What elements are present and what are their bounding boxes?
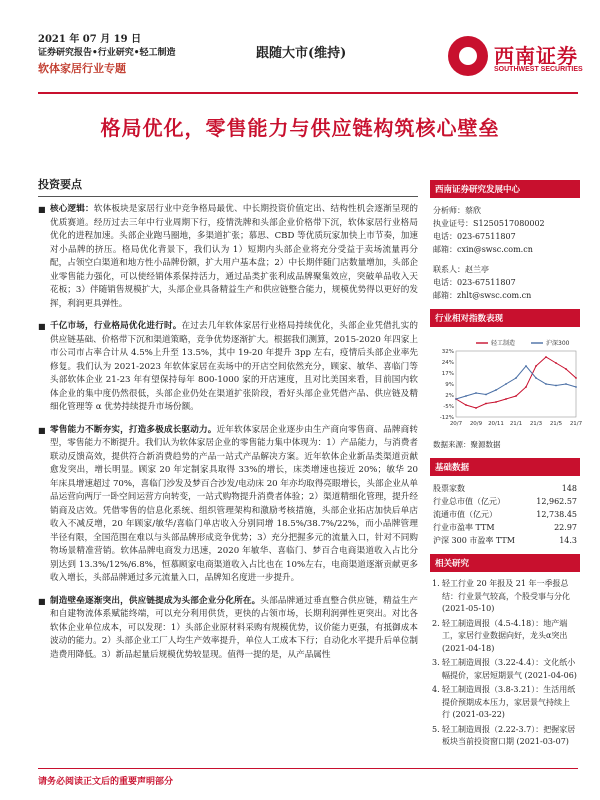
related-item[interactable]: 3. 轻工制造周报（3.22-4.4）：文化纸小幅提价，家居短期景气 (2021-04-06) <box>432 658 577 680</box>
data-point <box>535 365 537 367</box>
section-rule <box>38 196 418 197</box>
x-tick-label: 21/3 <box>529 421 543 427</box>
research-center-title: 西南证券研究发展中心 <box>430 180 580 198</box>
disclaimer-footer: 请务必阅读正文后的重要声明部分 <box>38 777 174 787</box>
legend-label: 轻工制造 <box>491 340 516 347</box>
bullet-icon: ■ <box>38 425 46 435</box>
basics-section-title: 基础数据 <box>430 458 580 476</box>
basics-value: 12,738.45 <box>536 510 577 519</box>
data-point <box>455 398 457 400</box>
logo-text-cn: 西南证券 <box>494 44 578 68</box>
basics-label: 沪深 300 市盈率 TTM <box>433 536 515 545</box>
report-date: 2021 年 07 月 19 日 <box>38 34 142 45</box>
basics-table <box>430 482 580 547</box>
contact-phone: 电话：023-67511807 <box>433 278 516 287</box>
analyst-email: 邮箱：cxin@swsc.com.cn <box>433 245 533 254</box>
data-point <box>565 383 567 385</box>
related-list <box>430 578 580 749</box>
basics-label: 股票家数 <box>433 484 465 493</box>
data-point <box>565 368 567 370</box>
para-lead: 千亿市场，行业格局优化进行时。 <box>50 321 182 331</box>
data-point <box>525 365 527 367</box>
basics-row <box>430 482 580 495</box>
para-text: 近年软体家居企业逐步由生产商向零售商、品牌商转型，零售能力不断提升。我们认为软体家居企业的零售能力集中体现为：1）产品能力，与消费者联动反馈高效，提供符合新消费趋势的产品一站式产品解决方案。近年软体企业新品类渠道贡献愈发突出，增长明显。顾家 20 年定制家具取得 33%的增长，床类增速也接近 20%；敏华 20 年床具增速超过 70%，喜临门沙发及梦百合沙发/电动床 20 年亦均取得亮眼增长，头部企业从单品运营向两厅一卧空间运营方向转变，一站式购物提升消费者体验；2）渠道精细化管理，提升经销商及店效。凭借零售的信息化系统、组织管理架构和激励考核措施，头部企业拓店加快后单店收入不减反增，20 年顾家/敏华/喜临门单店收入分别同增 18.5%/38.7%/22%，而小品牌管理半径有限，全国范围在难以与头部品牌形成竞争优势；3）充分把握多元的流量入口，针对不同购物场景精准营销。软体品牌电商发力迅速，2020 年敏华、喜临门、梦百合电商渠道收入占比分别达到 13.3%/12%/6.8%，恒慕顾家电商渠道收入占比也在 10%左右，电商渠道逐渐贡献更多收入增长，头部品牌通过多元流量入口，品牌知名度进一步提升。 <box>50 424 418 583</box>
para-lead: 核心逻辑： <box>50 204 94 214</box>
data-point <box>555 385 557 387</box>
para-lead: 制造壁垒逐渐突出，供应链提成为头部企业分化所在。 <box>50 595 261 606</box>
data-point <box>515 395 517 397</box>
x-tick-label: 21/1 <box>509 421 523 427</box>
para-lead: 零售能力不断夯实，打造多极成长驱动力。 <box>50 424 217 435</box>
relative-index-chart <box>430 335 583 431</box>
related-section-title: 相关研究 <box>430 554 580 572</box>
data-point <box>505 383 507 385</box>
data-point <box>575 386 577 388</box>
report-header <box>38 28 583 90</box>
bullet-icon: ■ <box>38 596 46 606</box>
y-tick-label: -12% <box>439 415 454 421</box>
section-heading: 投资要点 <box>38 178 82 191</box>
related-item-text[interactable]: 轻工行业 20 年报及 21 年一季报总结：行业景气较高，个股受事与分化 (2021-05-10) <box>442 579 570 613</box>
related-item[interactable]: 5. 轻工制造周报（2.22-3.7）：把握家居板块当前投资窗口期 (2021-03-07) <box>432 724 576 746</box>
basics-label: 流通市值（亿元） <box>433 510 497 519</box>
data-point <box>475 407 477 409</box>
y-tick-label: 2% <box>445 393 454 399</box>
data-point <box>525 386 527 388</box>
basics-value: 12,962.57 <box>536 497 577 506</box>
series-line <box>456 357 576 408</box>
key-point-paragraph <box>38 595 418 663</box>
data-point <box>535 377 537 379</box>
chart-source: 数据来源：聚源数据 <box>433 440 501 449</box>
legend-label: 沪深300 <box>546 340 570 347</box>
related-item[interactable]: 4. 轻工制造周报（3.8-3.21）：生活用纸提价预期成本压力，家居景气持续上行 (2021-03-22) <box>432 685 576 719</box>
sidebar <box>430 180 583 751</box>
data-point <box>555 362 557 364</box>
related-item[interactable]: 2. 轻工制造周报（4.5-4.18）：地产端工，家居行业数据向好，龙头α突出 (2021-04-18) <box>432 618 568 653</box>
related-item-text[interactable]: 轻工制造周报（4.5-4.18）：地产端工，家居行业数据向好，龙头α突出 (2021-04-18) <box>442 618 568 653</box>
header-divider <box>38 92 578 94</box>
y-tick-label: 32% <box>441 349 454 355</box>
basics-label: 行业市盈率 TTM <box>433 523 495 532</box>
broker-logo <box>448 36 598 82</box>
key-point-paragraph <box>38 203 418 311</box>
logo-text-en: SOUTHWEST SECURITIES <box>494 66 583 73</box>
x-tick-label: 21/7 <box>569 421 583 427</box>
key-point-paragraph <box>38 320 418 415</box>
report-category: 证券研究报告•行业研究•轻工制造 <box>38 48 176 58</box>
data-point <box>515 377 517 379</box>
para-text: 在过去几年软体家居行业格局持续优化，头部企业凭借扎实的供应链基础、价格带下沉和渠道策略，竞争优势逐渐扩大。根据我们测算，2015-2020 年四家上市公司市占率合计从 4.5%上升至 13.5%，其中 19-20 年提升 3pp 左右，疫情后头部企业率先修复。我们认为 2021-2023 年软体家居在卖场中的开店空间依然充分，顾家、敏华、喜临门等头部软体企业 21-23 年有望保持每年 800-1000 家的开店速度，且对比美国来看，目前国内软体企业的集中度仍然很低，头部企业仍处在渠道扩张阶段，看好头部企业凭借产品、供应链及精细化管理等 α 优势持续提升市场份额。 <box>50 321 418 412</box>
data-point <box>465 404 467 406</box>
footer-divider <box>38 768 578 769</box>
related-item-text[interactable]: 轻工制造周报（3.8-3.21）：生活用纸提价预期成本压力，家居景气持续上行 (2021-03-22) <box>442 685 576 719</box>
y-tick-label: -5% <box>443 404 454 410</box>
analyst-info <box>430 204 580 302</box>
related-item-text[interactable]: 轻工制造周报（3.22-4.4）：文化纸小幅提价，家居短期景气 (2021-04-06) <box>442 658 577 680</box>
basics-row <box>430 508 580 521</box>
y-tick-label: 24% <box>441 360 454 366</box>
logo-mark-icon <box>448 36 488 76</box>
data-point <box>545 356 547 358</box>
basics-value: 14.3 <box>559 536 577 545</box>
bullet-icon: ■ <box>38 205 46 214</box>
data-point <box>485 403 487 405</box>
para-text: 头部品牌通过垂直整合供应链，精益生产和自建物流体系赋能终端，可以充分利用供货，更快的占领市场，长期利润弹性更突出。对比各软体企业单位成本，可以发现：1）头部企业原材料采购有规模优势，议价能力更强，有抵御成本波动的能力。2）头部企业工厂人均生产效率提升，单位人工成本下行；自动化水平提升后单位制造费用降低。3）新品起量后规模优势较显现。值得一提的是，从产品属性 <box>50 595 418 660</box>
basics-value: 148 <box>561 484 577 493</box>
related-item-text[interactable]: 轻工制造周报（2.22-3.7）：把握家居板块当前投资窗口期 (2021-03-07) <box>442 724 576 746</box>
data-point <box>495 389 497 391</box>
analyst-cert: 执业证号：S1250517080002 <box>433 219 545 228</box>
main-column <box>38 176 418 671</box>
bullet-icon: ■ <box>38 322 46 331</box>
x-tick-label: 20/7 <box>449 421 463 427</box>
data-point <box>465 395 467 397</box>
x-tick-label: 20/9 <box>469 421 483 427</box>
report-topic: 软体家居行业专题 <box>38 62 126 75</box>
basics-value: 22.97 <box>554 523 577 532</box>
data-point <box>545 383 547 385</box>
basics-row <box>430 534 580 547</box>
data-point <box>575 377 577 379</box>
report-title: 格局优化，零售能力与供应链构筑核心壁垒 <box>100 116 500 140</box>
y-tick-label: 9% <box>445 382 454 388</box>
contact-email: 邮箱：zhlt@swsc.com.cn <box>433 291 532 300</box>
contact-name: 联系人：赵兰亭 <box>433 265 489 274</box>
rating-label: 跟随大市(维持) <box>256 46 347 61</box>
basics-row <box>430 521 580 534</box>
key-point-paragraph <box>38 424 418 586</box>
x-tick-label: 20/11 <box>488 421 504 427</box>
basics-label: 行业总市值（亿元） <box>433 497 505 506</box>
data-point <box>485 394 487 396</box>
chart-section-title: 行业相对指数表现 <box>430 309 580 327</box>
basics-row <box>430 495 580 508</box>
series-line <box>456 366 576 399</box>
data-point <box>495 401 497 403</box>
analyst-name: 分析师：蔡欣 <box>433 206 481 215</box>
para-text: 软体板块是家居行业中竞争格局最优、中长期投资价值定出、结构性机会逐渐呈现的优质赛道。经历过去三年中行业周期下行，疫情洗牌和头部企业价格带下沉，软体家居行业格局优化的进程加速。头部企业跑马圈地，多渠道扩张；慕思、CBD 等优质玩家加快上市节奏，加速对小品牌的挤压。格局优化背景下，我们认为 1）短期内头部企业将充分受益于卖场流量再分配，占领空白渠道和地方性小品牌份额，扩大用户基本盘；2）中长期伴随门店数量增加，头部企业零售能力强化，可以使经销体系保持活力，通过品类扩张利成品牌聚集效应，突破单品收入天花板；3）伴随销售规模扩大，头部企业具备精益生产和供应链整合能力，规模优势得以更好的发挥，利润更具弹性。 <box>50 204 418 309</box>
data-point <box>505 398 507 400</box>
analyst-phone: 电话：023-67511807 <box>433 232 516 241</box>
related-item[interactable]: 1. 轻工行业 20 年报及 21 年一季报总结：行业景气较高，个股受事与分化 (2021-05-10) <box>432 579 570 613</box>
y-tick-label: 17% <box>441 371 454 377</box>
x-tick-label: 21/5 <box>549 421 563 427</box>
data-point <box>475 392 477 394</box>
